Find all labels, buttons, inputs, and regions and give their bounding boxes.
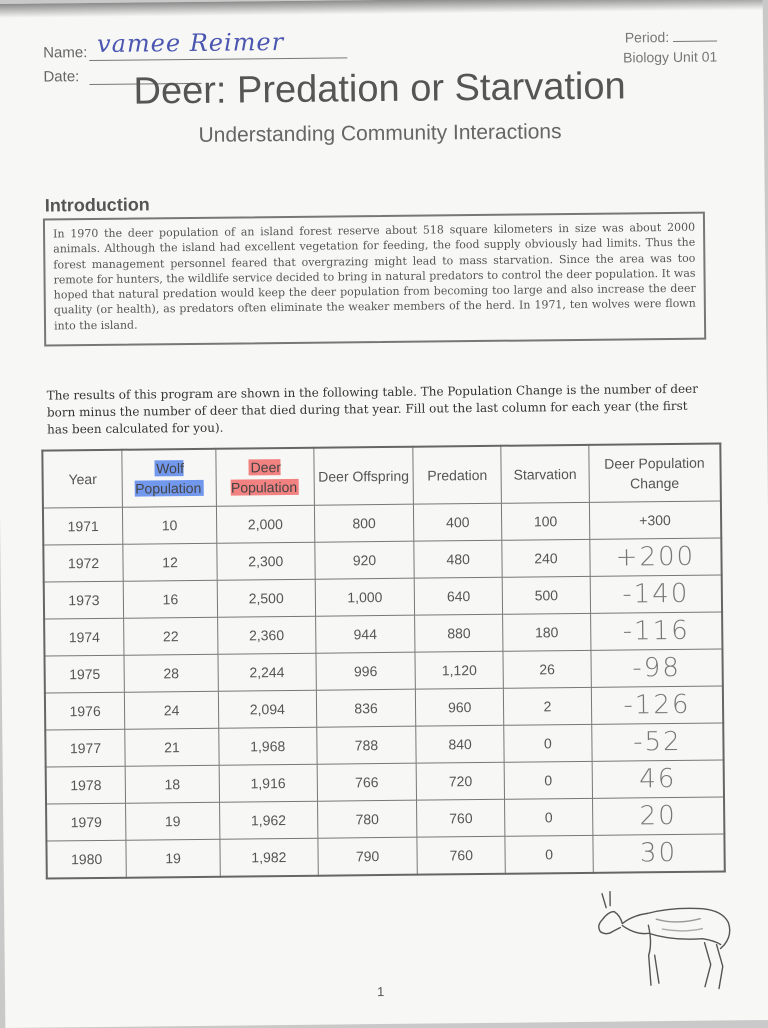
- page-edge-shadow: [0, 0, 763, 18]
- change-cell-handwritten[interactable]: 20: [592, 797, 724, 835]
- offspring-cell: 836: [316, 689, 416, 727]
- predation-cell: 400: [414, 503, 502, 541]
- predation-cell: 760: [417, 799, 505, 837]
- deer-header-text: Deer Population: [230, 459, 298, 496]
- starvation-cell: 500: [502, 576, 590, 614]
- course-info: [623, 26, 718, 67]
- year-cell: 1978: [46, 766, 126, 804]
- change-cell-handwritten[interactable]: -140: [590, 575, 722, 613]
- offspring-cell: 766: [317, 763, 417, 801]
- unit-label: Biology Unit 01: [622, 48, 718, 66]
- predation-cell: 720: [416, 762, 504, 800]
- starvation-cell: 240: [502, 539, 590, 577]
- intro-heading: Introduction: [44, 194, 150, 216]
- offspring-cell: 1,000: [315, 578, 415, 616]
- col-header-deer: [216, 448, 314, 507]
- wolf-cell: 21: [125, 728, 219, 766]
- table-header-row: [42, 443, 721, 508]
- period-field[interactable]: [673, 28, 717, 41]
- predation-cell: 1,120: [415, 651, 503, 689]
- offspring-cell: 920: [314, 541, 414, 579]
- col-header-starvation: Starvation: [501, 445, 589, 503]
- change-cell-handwritten[interactable]: -98: [591, 649, 723, 687]
- wolf-cell: 12: [123, 543, 217, 581]
- deer-cell: 1,962: [219, 801, 317, 839]
- year-cell: 1976: [45, 692, 125, 730]
- col-header-year: Year: [42, 450, 122, 508]
- wolf-cell: 28: [124, 654, 218, 692]
- handwritten-name: vamee Reimer: [96, 28, 285, 58]
- starvation-cell: 2: [503, 687, 591, 725]
- table-row: [46, 834, 724, 879]
- intro-text: In 1970 the deer population of an island forest reserve about 518 square kilometers in size was about 2000 animals. Although the island had excellent vegetation for feeding, the food supply obviously had limits. Thus the forest management personnel feared that overgrazing might lead to mass starvation. Since the area was too remote for hunters, the wildlife service decided to bring in natural predators to control the deer population. It was hoped that natural predation would keep the deer population from becoming too large and also increase the deer quality (or health), as predators often eliminate the weaker members of the herd. In 1971, ten wolves were flown into the island.: [53, 220, 696, 333]
- name-field[interactable]: [89, 28, 347, 61]
- change-cell-printed: +300: [589, 501, 721, 539]
- starvation-cell: 0: [504, 724, 592, 762]
- year-cell: 1979: [46, 803, 126, 841]
- change-cell-handwritten[interactable]: +200: [590, 538, 722, 576]
- page-number: 1: [376, 984, 385, 1000]
- predation-cell: 960: [416, 688, 504, 726]
- deer-cell: 2,244: [218, 653, 316, 691]
- wolf-cell: 19: [126, 839, 220, 877]
- starvation-cell: 0: [505, 835, 593, 873]
- year-cell: 1974: [44, 618, 124, 656]
- predation-cell: 840: [416, 725, 504, 763]
- wolf-cell: 19: [126, 802, 220, 840]
- year-cell: 1971: [43, 507, 123, 545]
- year-cell: 1977: [45, 729, 125, 767]
- wolf-header-text: Wolf Population: [135, 460, 202, 497]
- year-cell: 1973: [44, 581, 124, 619]
- wolf-cell: 16: [123, 580, 217, 618]
- change-cell-handwritten[interactable]: 30: [593, 834, 725, 873]
- wolf-cell: 18: [125, 765, 219, 803]
- name-label: Name:: [43, 44, 88, 62]
- starvation-cell: 180: [503, 613, 591, 651]
- year-cell: 1975: [44, 655, 124, 693]
- year-cell: 1980: [46, 840, 126, 878]
- deer-illustration-icon: [592, 884, 739, 994]
- deer-cell: 1,982: [220, 838, 318, 877]
- date-label: Date:: [43, 68, 80, 86]
- deer-cell: 2,300: [217, 542, 315, 580]
- wolf-cell: 22: [124, 617, 218, 655]
- wolf-cell: 24: [124, 691, 218, 729]
- offspring-cell: 996: [316, 652, 416, 690]
- period-label: Period:: [624, 28, 670, 46]
- predation-cell: 480: [414, 540, 502, 578]
- change-cell-handwritten[interactable]: -52: [592, 723, 724, 761]
- col-header-offspring: Deer Offspring: [313, 447, 413, 506]
- starvation-cell: 26: [503, 650, 591, 688]
- predation-cell: 880: [415, 614, 503, 652]
- predation-cell: 760: [417, 836, 505, 874]
- change-cell-handwritten[interactable]: 46: [592, 760, 724, 798]
- change-cell-handwritten[interactable]: -126: [591, 686, 723, 724]
- deer-cell: 2,000: [216, 505, 314, 543]
- col-header-predation: Predation: [413, 446, 501, 504]
- offspring-cell: 800: [314, 504, 414, 542]
- intro-text-box: [43, 212, 706, 347]
- deer-cell: 2,094: [218, 690, 316, 728]
- offspring-cell: 790: [318, 837, 418, 876]
- starvation-cell: 0: [504, 761, 592, 799]
- offspring-cell: 788: [316, 726, 416, 764]
- starvation-cell: 100: [501, 502, 589, 540]
- col-header-wolf: [122, 449, 216, 507]
- offspring-cell: 780: [317, 800, 417, 838]
- deer-cell: 1,968: [219, 727, 317, 765]
- col-header-change: Deer Population Change: [589, 443, 721, 502]
- offspring-cell: 944: [315, 615, 415, 653]
- deer-cell: 2,360: [217, 616, 315, 654]
- deer-cell: 1,916: [219, 764, 317, 802]
- starvation-cell: 0: [505, 798, 593, 836]
- year-cell: 1972: [43, 544, 123, 582]
- wolf-cell: 10: [123, 506, 217, 544]
- change-cell-handwritten[interactable]: -116: [590, 612, 722, 650]
- results-instructions: The results of this program are shown in the following table. The Population Change is the number of deer born minus the number of deer that died during that year. Fill out the last column for each year (the first has been calculated for you).: [46, 381, 699, 437]
- deer-cell: 2,500: [217, 579, 315, 617]
- page-subtitle: Understanding Community Interactions: [198, 120, 562, 147]
- deer-population-table: [41, 442, 725, 879]
- predation-cell: 640: [414, 577, 502, 615]
- page-title: Deer: Predation or Starvation: [133, 65, 626, 113]
